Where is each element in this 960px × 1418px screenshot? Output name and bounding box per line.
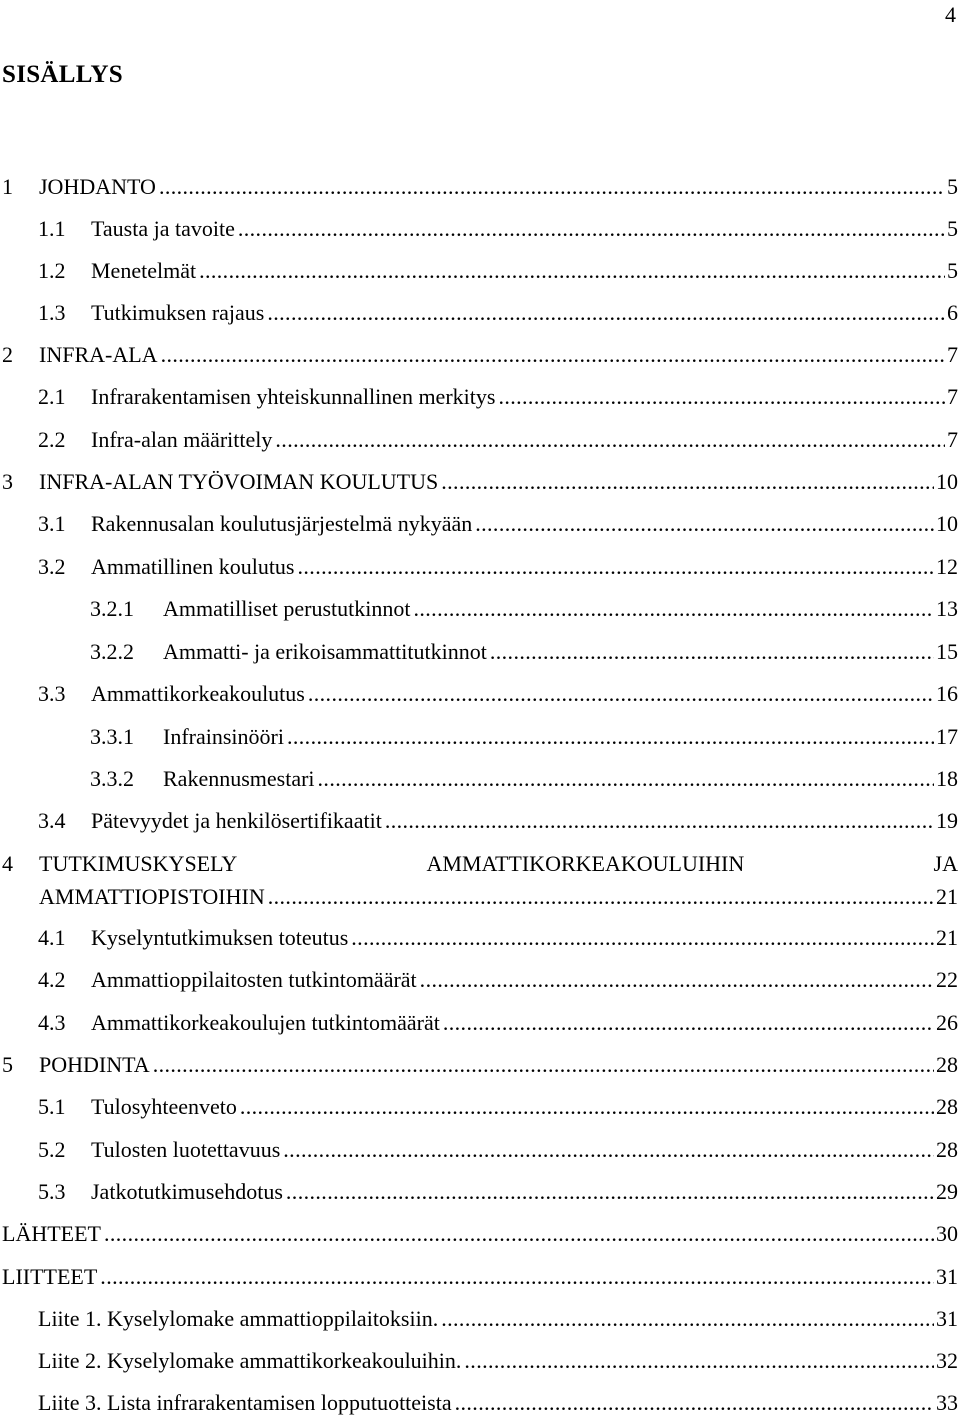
toc-entry-number: 4.1 xyxy=(38,925,66,950)
toc-entry-number: 3.2.2 xyxy=(90,639,134,664)
page-number: 4 xyxy=(945,2,956,27)
toc-entry-label: Ammatti- ja erikoisammattitutkinnot xyxy=(163,639,487,664)
toc-entry-page: 18 xyxy=(936,766,958,791)
dot-leader xyxy=(287,722,934,752)
dot-leader xyxy=(159,172,945,202)
toc-entry-label: Pätevyydet ja henkilösertifikaatit xyxy=(91,808,382,833)
toc-entry-number: 3.2.1 xyxy=(90,596,134,621)
toc-entry-references[interactable] xyxy=(2,1219,958,1249)
toc-entry-5-3[interactable] xyxy=(38,1177,958,1207)
toc-entry-label-line-1 xyxy=(2,849,958,879)
dot-leader xyxy=(100,1262,934,1292)
toc-entry-number: 1.1 xyxy=(38,216,66,241)
toc-entry-label: INFRA-ALAN TYÖVOIMAN KOULUTUS xyxy=(39,469,439,494)
toc-entry-label: Tulosyhteenveto xyxy=(91,1094,237,1119)
toc-entry-number: 3.1 xyxy=(38,511,66,536)
toc-entry-label: LIITTEET xyxy=(2,1264,98,1289)
toc-entry-3-4[interactable] xyxy=(38,806,958,836)
toc-entry-label: Rakennusalan koulutusjärjestelmä nykyään xyxy=(91,511,473,536)
toc-entry-label: LÄHTEET xyxy=(2,1221,101,1246)
toc-entry-label: Ammatilliset perustutkinnot xyxy=(163,596,411,621)
toc-entry-page: 31 xyxy=(936,1264,958,1289)
toc-entry-3-1[interactable] xyxy=(38,509,958,539)
toc-entry-page: 22 xyxy=(936,967,958,992)
toc-entry-number: 3.3.2 xyxy=(90,766,134,791)
toc-entry-label: Ammatillinen koulutus xyxy=(91,554,295,579)
dot-leader xyxy=(318,764,934,794)
toc-entry-number: 3.3 xyxy=(38,681,66,706)
toc-entry-page: 12 xyxy=(936,554,958,579)
toc-entry-2-1[interactable] xyxy=(38,382,958,412)
toc-entry-label: Infra-alan määrittely xyxy=(91,427,273,452)
toc-entry-page: 5 xyxy=(947,258,958,283)
toc-entry-page: 7 xyxy=(947,427,958,452)
toc-entry-3-2-1[interactable] xyxy=(90,594,958,624)
toc-entry-page: 7 xyxy=(947,384,958,409)
dot-leader xyxy=(238,214,945,244)
dot-leader xyxy=(153,1050,934,1080)
toc-entry-number: 5 xyxy=(2,1052,13,1077)
toc-entry-5-1[interactable] xyxy=(38,1092,958,1122)
toc-entry-4-3[interactable] xyxy=(38,1008,958,1038)
toc-entry-2-2[interactable] xyxy=(38,425,958,455)
toc-entry-label: Ammattikorkeakoulujen tutkintomäärät xyxy=(91,1010,440,1035)
toc-entry-1-2[interactable] xyxy=(38,256,958,286)
toc-entry-appendix-2[interactable] xyxy=(38,1346,958,1376)
dot-leader xyxy=(490,637,934,667)
toc-entry-2[interactable] xyxy=(2,340,958,370)
toc-entry-page: 28 xyxy=(936,1137,958,1162)
dot-leader xyxy=(385,806,934,836)
toc-entry-page: 29 xyxy=(936,1179,958,1204)
dot-leader xyxy=(441,1304,934,1334)
toc-entry-label: Liite 2. Kyselylomake ammattikorkeakouluihin. xyxy=(38,1348,462,1373)
toc-entry-number: 4 xyxy=(2,851,13,876)
toc-entry-label-word: JA xyxy=(933,851,958,876)
toc-entry-number: 5.2 xyxy=(38,1137,66,1162)
dot-leader xyxy=(308,679,934,709)
toc-entry-page: 13 xyxy=(936,596,958,621)
toc-entry-label: Tausta ja tavoite xyxy=(91,216,235,241)
toc-entry-page: 15 xyxy=(936,639,958,664)
toc-entry-3-3[interactable] xyxy=(38,679,958,709)
dot-leader xyxy=(413,594,934,624)
dot-leader xyxy=(351,923,934,953)
toc-entry-number: 1.3 xyxy=(38,300,66,325)
toc-entry-appendix-1[interactable] xyxy=(38,1304,958,1334)
toc-entry-page: 21 xyxy=(936,925,958,950)
dot-leader xyxy=(199,256,945,286)
toc-entry-page: 28 xyxy=(936,1052,958,1077)
dot-leader xyxy=(267,298,945,328)
dot-leader xyxy=(286,1177,934,1207)
toc-entry-label: AMMATTIOPISTOIHIN xyxy=(39,884,265,909)
toc-entry-3-2[interactable] xyxy=(38,552,958,582)
dot-leader xyxy=(475,509,934,539)
toc-title: SISÄLLYS xyxy=(2,61,124,88)
dot-leader xyxy=(240,1092,934,1122)
toc-entry-appendices[interactable] xyxy=(2,1262,958,1292)
dot-leader xyxy=(464,1346,934,1376)
toc-entry-number: 2 xyxy=(2,342,13,367)
toc-entry-page: 33 xyxy=(936,1390,958,1415)
toc-entry-number: 5.1 xyxy=(38,1094,66,1119)
toc-entry-1-3[interactable] xyxy=(38,298,958,328)
toc-entry-label-word: TUTKIMUSKYSELY xyxy=(39,851,238,876)
toc-entry-3-3-2[interactable] xyxy=(90,764,958,794)
dot-leader xyxy=(443,1008,934,1038)
toc-entry-label: Rakennusmestari xyxy=(163,766,315,791)
dot-leader xyxy=(455,1388,934,1418)
toc-entry-page: 7 xyxy=(947,342,958,367)
toc-entry-page: 30 xyxy=(936,1221,958,1246)
toc-entry-appendix-3[interactable] xyxy=(38,1388,958,1418)
toc-entry-page: 32 xyxy=(936,1348,958,1373)
toc-entry-label: Infrainsinööri xyxy=(163,724,284,749)
toc-entry-label: Ammattioppilaitosten tutkintomäärät xyxy=(91,967,417,992)
toc-entry-page: 6 xyxy=(947,300,958,325)
dot-leader xyxy=(268,882,934,912)
toc-entry-number: 3.4 xyxy=(38,808,66,833)
toc-entry-number: 1 xyxy=(2,174,13,199)
toc-entry-number: 1.2 xyxy=(38,258,66,283)
toc-entry-4-1[interactable] xyxy=(38,923,958,953)
toc-entry-label: Kyselyntutkimuksen toteutus xyxy=(91,925,349,950)
toc-entry-label: Jatkotutkimusehdotus xyxy=(91,1179,283,1204)
toc-entry-label: Menetelmät xyxy=(91,258,197,283)
toc-entry-number: 2.2 xyxy=(38,427,66,452)
toc-entry-number: 3 xyxy=(2,469,13,494)
toc-entry-5-2[interactable] xyxy=(38,1135,958,1165)
toc-entry-label: Liite 3. Lista infrarakentamisen lopputuotteista xyxy=(38,1390,452,1415)
toc-entry-3[interactable] xyxy=(2,467,958,497)
toc-entry-label: Tutkimuksen rajaus xyxy=(91,300,265,325)
dot-leader xyxy=(104,1219,934,1249)
toc-entry-page: 10 xyxy=(936,511,958,536)
toc-entry-label: Infrarakentamisen yhteiskunnallinen merkitys xyxy=(91,384,496,409)
dot-leader xyxy=(441,467,934,497)
toc-entry-3-2-2[interactable] xyxy=(90,637,958,667)
toc-entry-1-1[interactable] xyxy=(38,214,958,244)
toc-entry-3-3-1[interactable] xyxy=(90,722,958,752)
toc-entry-4[interactable] xyxy=(2,849,958,912)
toc-entry-page: 31 xyxy=(936,1306,958,1331)
toc-entry-1[interactable] xyxy=(2,172,958,202)
toc-entry-page: 5 xyxy=(947,174,958,199)
toc-entry-4-2[interactable] xyxy=(38,965,958,995)
toc-entry-label: INFRA-ALA xyxy=(39,342,158,367)
toc-entry-number: 2.1 xyxy=(38,384,66,409)
toc-entry-label: POHDINTA xyxy=(39,1052,150,1077)
toc-entry-page: 21 xyxy=(936,884,958,909)
toc-entry-page: 28 xyxy=(936,1094,958,1119)
toc-entry-number: 4.2 xyxy=(38,967,66,992)
toc-entry-label: Liite 1. Kyselylomake ammattioppilaitoksiin. xyxy=(38,1306,439,1331)
toc-entry-label: JOHDANTO xyxy=(39,174,156,199)
toc-entry-number: 3.3.1 xyxy=(90,724,134,749)
toc-entry-label-line-2 xyxy=(2,882,958,912)
toc-entry-page: 16 xyxy=(936,681,958,706)
toc-entry-page: 5 xyxy=(947,216,958,241)
dot-leader xyxy=(275,425,945,455)
dot-leader xyxy=(498,382,945,412)
dot-leader xyxy=(420,965,934,995)
toc-entry-label: Ammattikorkeakoulutus xyxy=(91,681,305,706)
toc-entry-number: 4.3 xyxy=(38,1010,66,1035)
toc-entry-page: 26 xyxy=(936,1010,958,1035)
toc-entry-5[interactable] xyxy=(2,1050,958,1080)
toc-entry-label: Tulosten luotettavuus xyxy=(91,1137,281,1162)
toc-entry-page: 17 xyxy=(936,724,958,749)
toc-entry-label-word: AMMATTIKORKEAKOULUIHIN xyxy=(426,851,745,876)
dot-leader xyxy=(283,1135,934,1165)
toc-entry-number: 3.2 xyxy=(38,554,66,579)
toc-entry-page: 19 xyxy=(936,808,958,833)
toc-entry-page: 10 xyxy=(936,469,958,494)
dot-leader xyxy=(161,340,945,370)
toc-entry-number: 5.3 xyxy=(38,1179,66,1204)
dot-leader xyxy=(298,552,935,582)
